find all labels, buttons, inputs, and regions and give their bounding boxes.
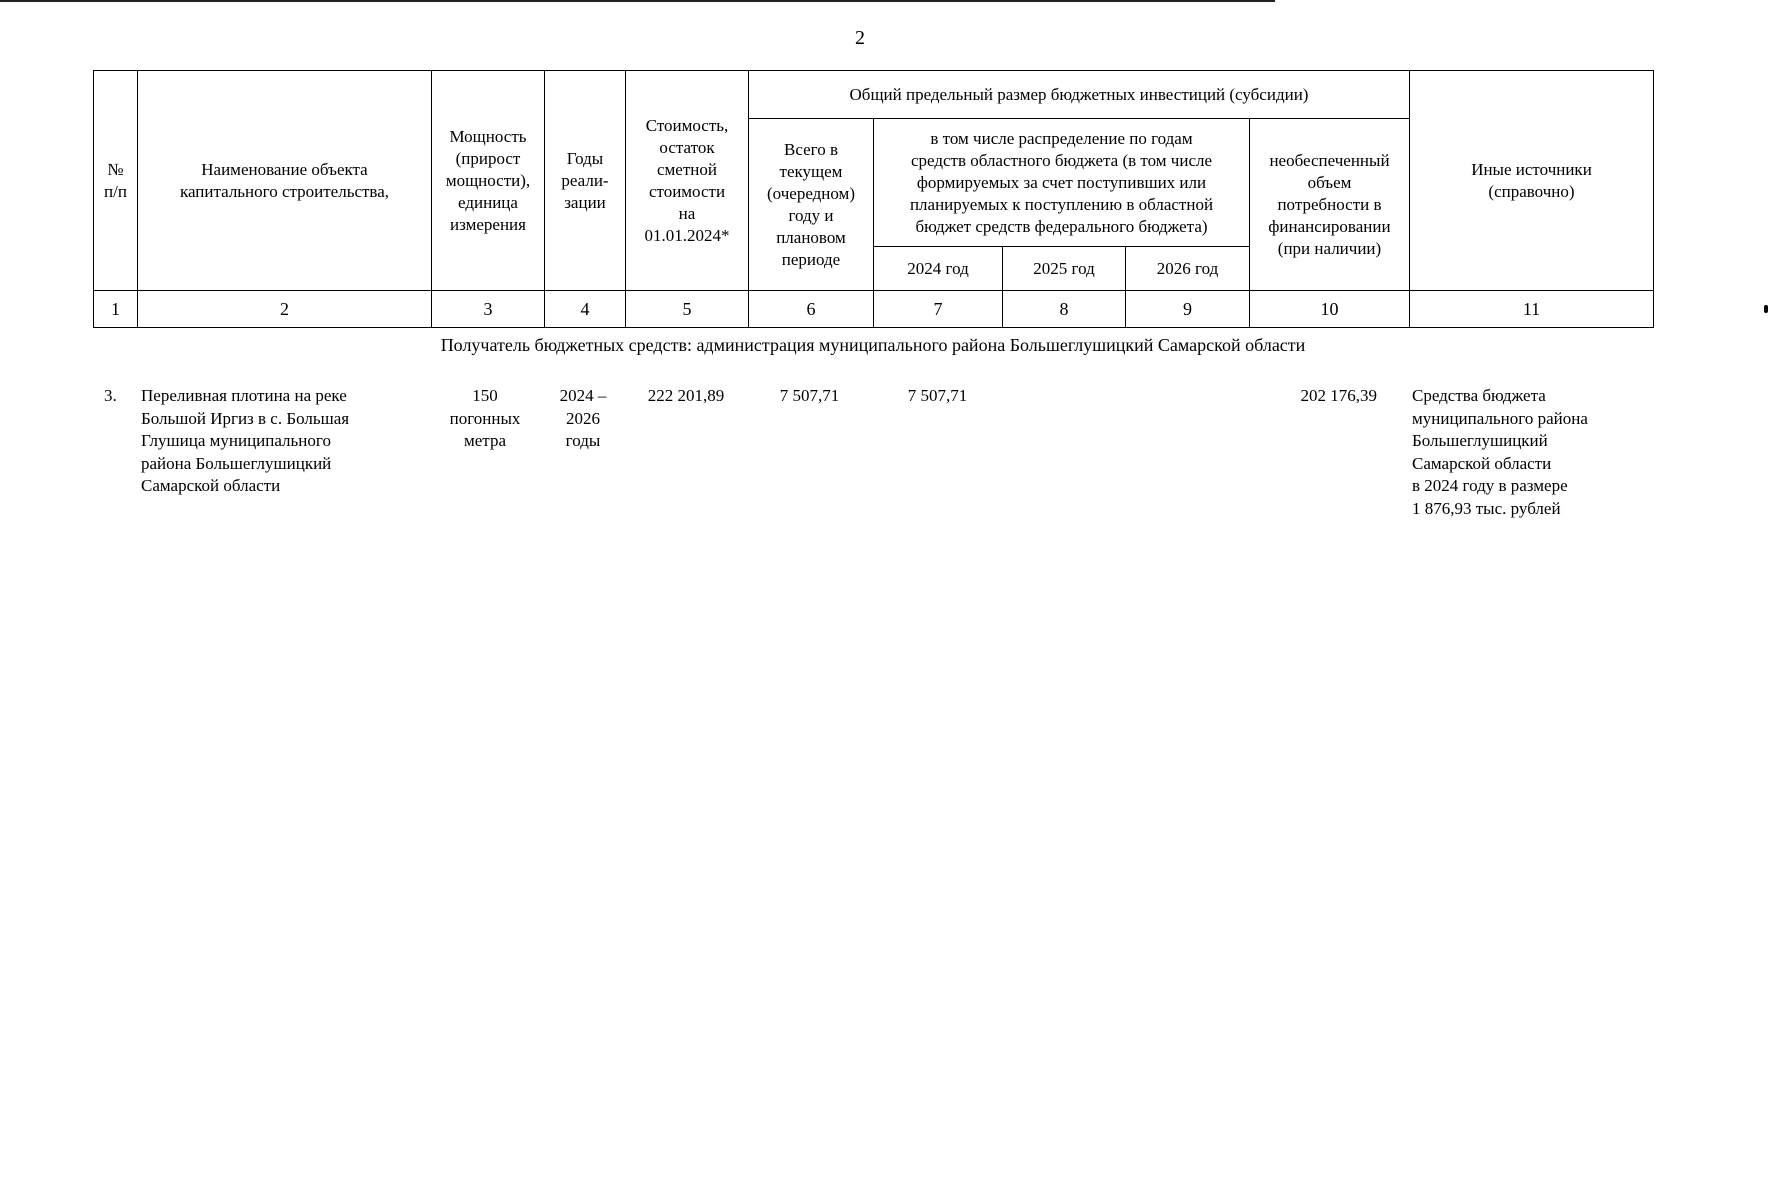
budget-recipient-line: Получатель бюджетных средств: администрация муниципального района Большеглушицкий Самарской области bbox=[440, 335, 1306, 355]
column-number: 5 bbox=[626, 291, 749, 328]
row-object-name: Переливная плотина на реке Большой Иргиз в с. Большая Глушица муниципального района Большеглушицкий Самарской области bbox=[141, 386, 350, 495]
column-number: 8 bbox=[1003, 291, 1126, 328]
column-number: 10 bbox=[1250, 291, 1410, 328]
row-capacity: 150 погонных метра bbox=[449, 386, 521, 450]
row-years: 2024 – 2026 годы bbox=[559, 386, 607, 450]
column-number: 11 bbox=[1410, 291, 1654, 328]
column-number: 7 bbox=[874, 291, 1003, 328]
budget-table-header bbox=[93, 70, 1654, 328]
column-number: 6 bbox=[749, 291, 874, 328]
header-unsecured: необеспеченный объем потребности в финансировании (при наличии) bbox=[1250, 119, 1410, 291]
header-years: Годы реали- зации bbox=[545, 71, 626, 291]
header-year-2024: 2024 год bbox=[874, 247, 1003, 291]
column-number-row bbox=[94, 291, 1654, 328]
column-number: 1 bbox=[94, 291, 138, 328]
scan-edge-mark bbox=[1764, 305, 1768, 313]
row-number: 3. bbox=[104, 386, 117, 405]
row-total: 7 507,71 bbox=[779, 386, 840, 405]
header-num: № п/п bbox=[94, 71, 138, 291]
row-cost: 222 201,89 bbox=[647, 386, 725, 405]
column-number: 9 bbox=[1126, 291, 1250, 328]
header-cost: Стоимость, остаток сметной стоимости на 01.01.2024* bbox=[626, 71, 749, 291]
column-number: 3 bbox=[432, 291, 545, 328]
row-other-sources: Средства бюджета муниципального района Большеглушицкий Самарской области в 2024 году в размере 1 876,93 тыс. рублей bbox=[1412, 386, 1588, 518]
header-total-current: Всего в текущем (очередном) году и плановом периоде bbox=[749, 119, 874, 291]
column-number: 2 bbox=[138, 291, 432, 328]
header-year-2025: 2025 год bbox=[1003, 247, 1126, 291]
header-capacity: Мощность (прирост мощности), единица измерения bbox=[432, 71, 545, 291]
header-other-sources: Иные источники (справочно) bbox=[1410, 71, 1654, 291]
header-object-name: Наименование объекта капитального строительства, bbox=[138, 71, 432, 291]
column-number: 4 bbox=[545, 291, 626, 328]
header-total-investment-group: Общий предельный размер бюджетных инвестиций (субсидии) bbox=[749, 71, 1410, 119]
row-unsecured: 202 176,39 bbox=[1300, 386, 1377, 405]
row-year-2024: 7 507,71 bbox=[907, 386, 968, 405]
header-year-2026: 2026 год bbox=[1126, 247, 1250, 291]
page-number: 2 bbox=[855, 27, 865, 49]
top-rule bbox=[0, 0, 1275, 2]
header-years-distribution: в том числе распределение по годам средств областного бюджета (в том числе формируемых за счет поступивших или планируемых к поступлению в областной бюджет средств федерального бюджета) bbox=[874, 119, 1250, 247]
